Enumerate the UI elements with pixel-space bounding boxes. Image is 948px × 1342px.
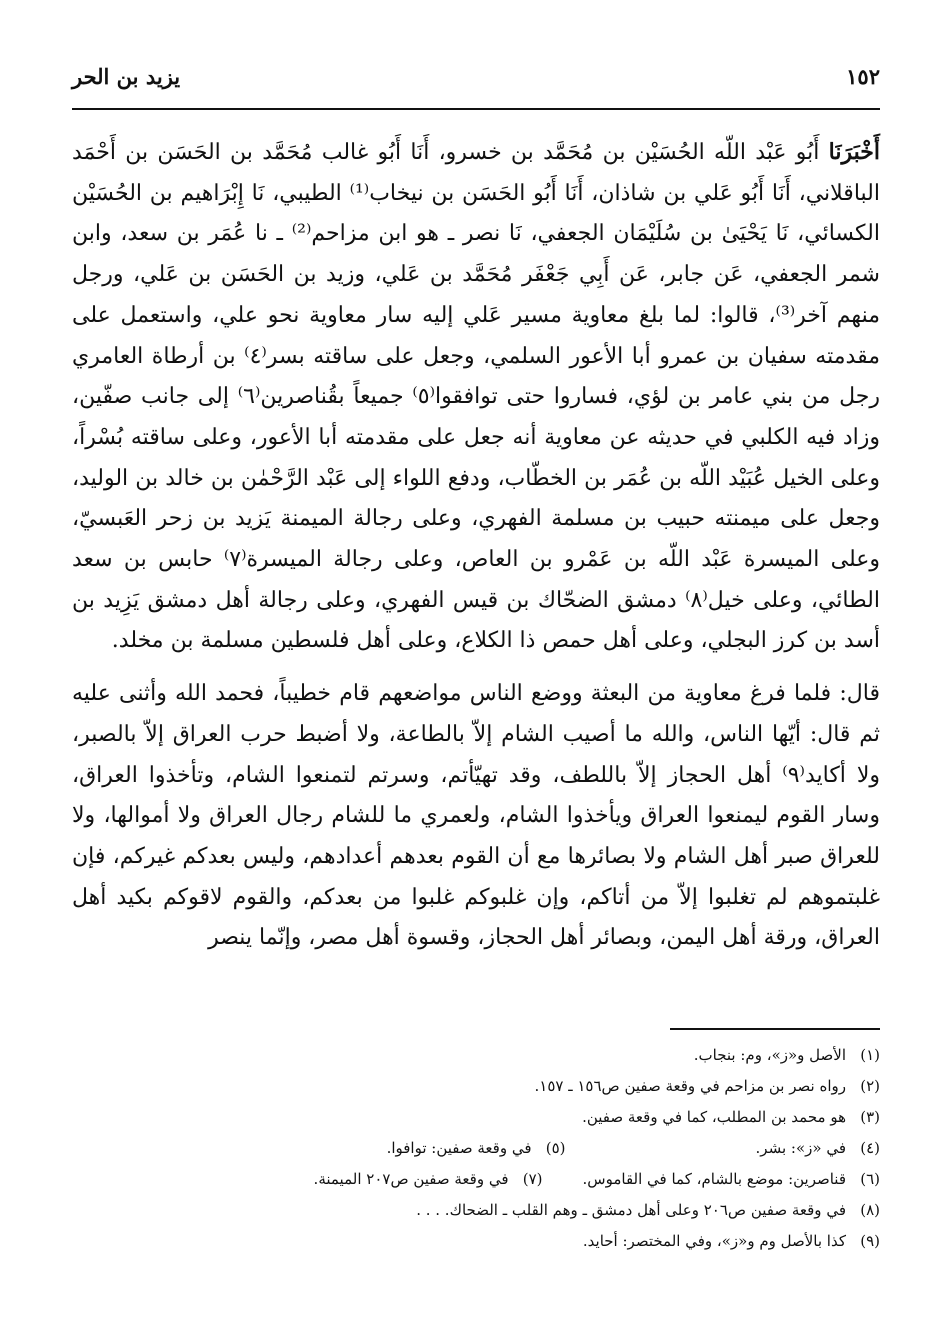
footnote-text: في وقعة صفين ص٢٠٦ وعلى أهل دمشق ـ وهم القلب ـ الضحاك. . . . [416,1201,846,1219]
footnote-number: (٦) [860,1170,880,1188]
footnote-number: (٣) [860,1108,880,1126]
footnote-number: (٧) [522,1170,543,1188]
footnote-rule [670,1028,880,1030]
footnote-text: هو محمد بن المطلب، كما في وقعة صفين. [582,1108,846,1126]
footnote-8 [72,1195,880,1226]
footnote-number: (٥) [545,1139,566,1157]
footnote-row [72,1133,880,1164]
footnote-3 [72,1102,880,1133]
paragraph-1 [72,132,880,662]
footnote-text: كذا بالأصل وم و«ز»، وفي المختصر: أحايد. [582,1232,846,1250]
footnote-number: (٤) [860,1139,880,1157]
footnote-number: (٩) [860,1232,880,1250]
page-number: ١٥٢ [846,64,880,89]
footnote-2 [72,1071,880,1102]
running-title: يزيد بن الحر [72,64,181,89]
footnote-7 [314,1164,543,1195]
paragraph-2: قال: فلما فرغ معاوية من البعثة ووضع الناس مواضعهم قام خطيباً، فحمد الله وأثنى عليه ثم قال: أيّها الناس، والله ما أصيب الشام إلاّ بالطاعة، ولا أضبط حرب العراق إلاّ بالصبر، ولا أكايد⁽٩⁾ أهل الحجاز إلاّ باللطف، وقد تهيّأتم، وسرتم لتمنعوا الشام، وتأخذوا العراق، وسار القوم ليمنعوا العراق ويأخذوا الشام، ولعمري ما للشام رجال العراق ولا أموالها، ولا للعراق صبر أهل الشام ولا بصائرها مع أن القوم بعدهم أعدادهم، وليس بعدكم غيركم، فإن غلبتموهم لم تغلبوا إلاّ من أتاكم، وإن غلبوكم غلبوا من بعدكم، والقوم لاقوكم بكيد أهل العراق، ورقة أهل اليمن، وبصائر أهل الحجاز، وقسوة أهل مصر، وإنّما ينصر [72,681,880,951]
paragraph-1-text: أَبُو عَبْد اللّه الحُسَيْن بن مُحَمَّد بن خسرو، أَنَا أَبُو غالب مُحَمَّد بن الحَسَن بن أَحْمَد الباقلاني، أَنَا أَبُو عَلي بن شاذان، أَنَا أَبُو الحَسَن بن نيخاب⁽¹⁾ الطيبي، نَا إِبْرَاهيم بن الحُسَيْن الكسائي، نَا يَحْيَىٰ بن سُلَيْمَان الجعفي، نَا نصر ـ هو ابن مزاحم⁽²⁾ ـ نا عُمَر بن سعد، وابن شمر الجعفي، عَن جابر، عَن أَبِي جَعْفَر مُحَمَّد بن عَلي، وزيد بن الحَسَن بن عَلي، ورجل منهم آخر⁽³⁾، قالوا: لما بلغ معاوية مسير عَلي إليه سار معاوية نحو علي، واستعمل على مقدمته سفيان بن عمرو أبا الأعور السلمي، وجعل على ساقته بسر⁽٤⁾ بن أرطاة العامري رجل من بني عامر بن لؤي، فساروا حتى توافقوا⁽٥⁾ جميعاً بقُناصرين⁽٦⁾ إلى جانب صفّين، وزاد فيه الكلبي في حديثه عن معاوية أنه جعل على مقدمته أبا الأعور، وعلى ساقته بُسْراً، وعلى الخيل عُبَيْد اللّه بن عُمَر بن الخطّاب، ودفع اللواء إلى عَبْد الرَّحْمٰن بن خالد بن الوليد، وجعل على ميمنته حبيب بن مسلمة الفهري، وعلى رجالة الميمنة يَزيد بن زحر العَبسيّ، وعلى الميسرة عَبْد اللّه بن عَمْرو بن العاص، وعلى رجالة الميسرة⁽٧⁾ حابس بن سعد الطائي، وعلى خيل⁽٨⁾ دمشق الضحّاك بن قيس الفهري، وعلى رجالة أهل دمشق يَزِيد بن أسد بن كرز البجلي، وعلى أهل حمص ذا الكلاع، وعلى أهل فلسطين مسلمة بن مخلد. [72,140,880,654]
footnote-text: الأصل و«ز»، وم: بنجاب. [693,1046,846,1064]
footnote-row [72,1164,880,1195]
footnote-6 [583,1164,880,1195]
footnote-text: رواه نصر بن مزاحم في وقعة صفين ص١٥٦ ـ ١٥٧. [534,1077,846,1095]
footnote-number: (١) [860,1046,880,1064]
footnote-9 [72,1226,880,1257]
header-rule [72,108,880,110]
footnote-number: (٢) [860,1077,880,1095]
footnote-5 [387,1133,566,1164]
footnote-1 [72,1040,880,1071]
page-header [72,58,880,104]
footnote-text: في «ز»: بشر. [755,1139,846,1157]
lead-word: أَخْبَرَنَا [828,139,880,165]
footnote-number: (٨) [860,1201,880,1219]
footnotes [72,1040,880,1257]
main-text [72,132,880,959]
footnote-4 [756,1133,880,1164]
footnote-text: قناصرين: موضع بالشام، كما في القاموس. [582,1170,846,1188]
footnote-text: في وقعة صفين: توافوا. [386,1139,532,1157]
footnote-text: في وقعة صفين ص٢٠٧ الميمنة. [313,1170,509,1188]
